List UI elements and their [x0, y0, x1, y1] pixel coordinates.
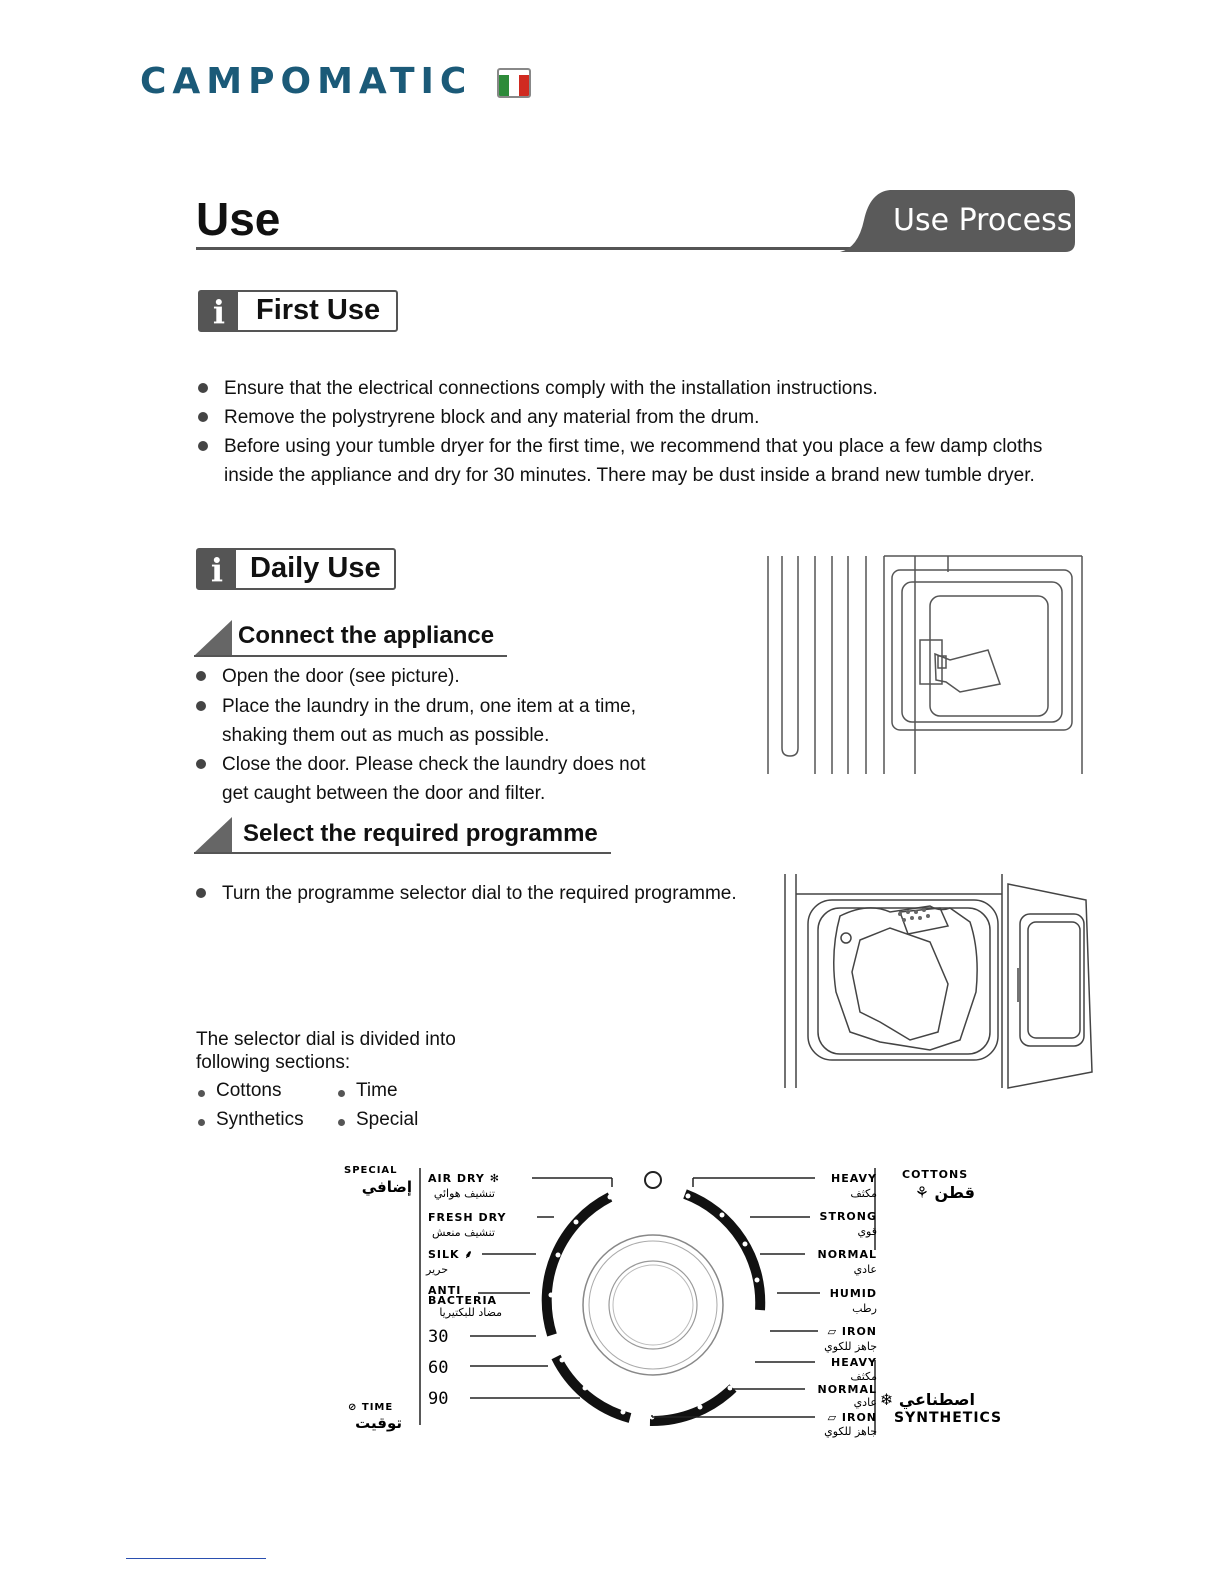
prog-cotton-iron-ar: جاهز للكوي	[824, 1340, 877, 1353]
bullet	[198, 383, 208, 393]
prog-cotton-normal: NORMAL	[817, 1248, 877, 1261]
prog-anti-bacteria-ar: مضاد للبكتيريا	[439, 1306, 502, 1319]
prog-silk-ar: حرير	[426, 1263, 448, 1276]
bullet	[338, 1119, 345, 1126]
dial	[547, 1172, 761, 1421]
prog-syn-iron: ⏥ IRON	[827, 1411, 877, 1424]
list-item: Turn the programme selector dial to the required programme.	[222, 883, 737, 904]
cottons-label: COTTONS	[902, 1168, 969, 1181]
prog-cotton-heavy: HEAVY	[831, 1172, 877, 1185]
page-title: Use	[196, 193, 281, 245]
select-rule	[194, 852, 611, 854]
prog-syn-iron-ar: جاهز للكوي	[824, 1425, 877, 1438]
prog-silk-label: SILK	[428, 1248, 460, 1261]
prog-syn-normal-ar: عادي	[853, 1396, 877, 1409]
triangle-icon	[194, 620, 232, 656]
dryer-open-door-illustration	[780, 872, 1094, 1090]
list-item: Place the laundry in the drum, one item at a time,	[222, 696, 636, 717]
synthetics-label-ar-text: اصطناعي	[898, 1390, 975, 1409]
bullet	[196, 759, 206, 769]
prog-cotton-heavy-ar: مكثف	[850, 1187, 877, 1200]
prog-bacteria: BACTERIA	[428, 1294, 498, 1307]
section-item: Special	[356, 1109, 419, 1130]
bullet	[198, 412, 208, 422]
list-item: Before using your tumble dryer for the first time, we recommend that you place a few damp cloths	[224, 436, 1043, 457]
bullet	[198, 1119, 205, 1126]
bullet	[198, 1090, 205, 1097]
italy-flag-icon	[497, 68, 531, 98]
list-item: shaking them out as much as possible.	[222, 725, 550, 746]
first-use-heading	[198, 290, 398, 332]
synthetics-label-ar: ❄ اصطناعي	[879, 1390, 975, 1409]
sections-list	[196, 1080, 456, 1142]
connect-title: Connect the appliance	[238, 622, 495, 649]
cottons-label-ar: ⚘ قطن	[914, 1183, 975, 1202]
connect-rule	[194, 655, 507, 657]
time-60: 60	[428, 1358, 449, 1378]
intro-line: following sections:	[196, 1052, 351, 1073]
prog-anti: ANTI	[428, 1284, 462, 1297]
prog-syn-normal: NORMAL	[817, 1383, 877, 1396]
prog-cotton-normal-ar: عادي	[853, 1263, 877, 1276]
list-item: Open the door (see picture).	[222, 666, 460, 687]
sections-intro	[196, 1028, 456, 1074]
dryer-closed-door-illustration	[760, 552, 1090, 777]
section-tab-label: Use Process	[893, 203, 1073, 238]
intro-line: The selector dial is divided into	[196, 1029, 456, 1050]
select-title: Select the required programme	[243, 820, 598, 847]
bullet	[338, 1090, 345, 1097]
list-item: Remove the polystryrene block and any material from the drum.	[224, 407, 760, 428]
prog-syn-heavy-ar: مكثف	[850, 1370, 877, 1383]
list-item: get caught between the door and filter.	[222, 783, 546, 804]
section-item: Time	[356, 1080, 398, 1101]
triangle-icon	[194, 817, 232, 853]
prog-fresh-dry: FRESH DRY	[428, 1211, 507, 1224]
synthetics-label: SYNTHETICS	[894, 1410, 1003, 1426]
cottons-label-ar-text: قطن	[934, 1183, 975, 1202]
brand-logo	[140, 62, 531, 102]
prog-cotton-iron-label: IRON	[841, 1325, 877, 1338]
brand-name: CAMPOMATIC	[140, 61, 473, 102]
prog-fresh-dry-ar: تنشيف منعش	[432, 1226, 495, 1239]
special-label-ar: إضافي	[361, 1178, 412, 1196]
first-use-title: First Use	[256, 294, 381, 326]
list-item: Close the door. Please check the laundry does not	[222, 754, 646, 775]
daily-use-heading	[196, 548, 396, 590]
prog-air-dry-label: AIR DRY	[428, 1172, 485, 1185]
footer-rule	[126, 1558, 266, 1559]
time-label: ⊘ TIME	[348, 1402, 394, 1413]
daily-use-title: Daily Use	[250, 552, 381, 584]
prog-syn-heavy: HEAVY	[831, 1356, 877, 1369]
bullet	[196, 701, 206, 711]
prog-air-dry: AIR DRY ✻	[428, 1172, 500, 1185]
time-90: 90	[428, 1389, 449, 1409]
prog-cotton-strong-ar: قوي	[857, 1225, 877, 1238]
list-item: inside the appliance and dry for 30 minutes. There may be dust inside a brand new tumble dryer.	[224, 465, 1035, 486]
info-icon: i	[200, 292, 238, 330]
prog-cotton-iron: ⏥ IRON	[827, 1325, 877, 1338]
section-item: Synthetics	[216, 1109, 304, 1130]
time-label-text: TIME	[361, 1402, 394, 1413]
bullet	[196, 888, 206, 898]
prog-cotton-strong: STRONG	[819, 1210, 877, 1223]
list-item: Ensure that the electrical connections comply with the installation instructions.	[224, 378, 878, 399]
section-item: Cottons	[216, 1080, 282, 1101]
bullet	[196, 671, 206, 681]
special-label: SPECIAL	[344, 1165, 398, 1176]
time-label-ar: توقيت	[355, 1414, 402, 1432]
time-30: 30	[428, 1327, 449, 1347]
prog-cotton-humid-ar: رطب	[852, 1302, 877, 1315]
prog-syn-iron-label: IRON	[841, 1411, 877, 1424]
bullet	[198, 441, 208, 451]
prog-cotton-humid: HUMID	[829, 1287, 877, 1300]
prog-silk: SILK ⸙	[428, 1248, 474, 1261]
prog-air-dry-ar: تنشيف هوائي	[433, 1187, 495, 1200]
programme-dial-diagram	[340, 1160, 1040, 1445]
info-icon: i	[198, 550, 236, 588]
